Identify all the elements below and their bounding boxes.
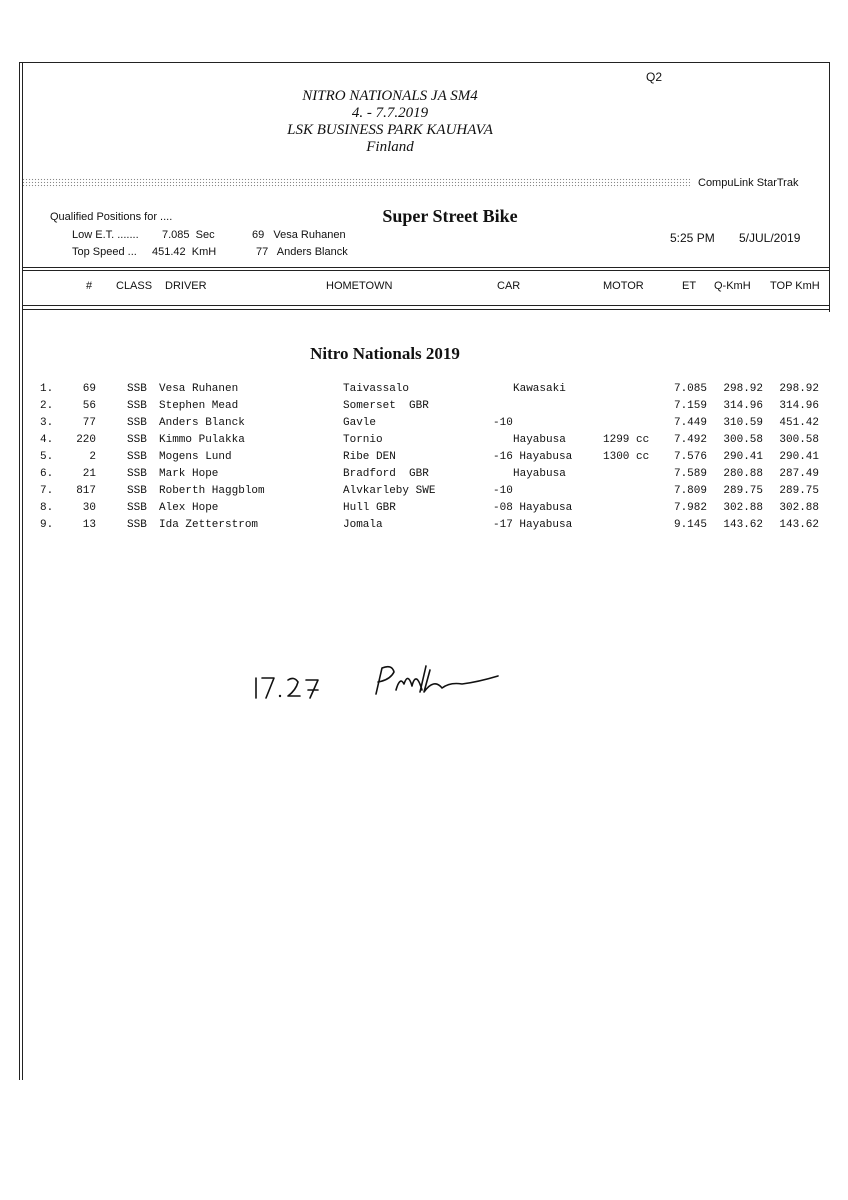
column-rule (22, 305, 830, 306)
car-number: 2 (89, 451, 96, 463)
col-car: CAR (497, 280, 521, 292)
car: -10 (493, 485, 513, 497)
car-number: 220 (76, 434, 96, 446)
col-driver: DRIVER (165, 280, 207, 292)
table-row (0, 434, 848, 451)
et: 7.159 (673, 400, 707, 412)
top-kmh: 300.58 (779, 434, 819, 446)
low-et-holder: 69 Vesa Ruhanen (252, 229, 346, 241)
top-kmh: 289.75 (779, 485, 819, 497)
car-number: 69 (82, 383, 96, 395)
car: -17 Hayabusa (493, 519, 573, 531)
table-row (0, 400, 848, 417)
car-number: 77 (82, 417, 96, 429)
table-row (0, 451, 848, 468)
header-rule-2 (22, 270, 830, 271)
signature-drawing (250, 662, 520, 706)
top-kmh: 287.49 (779, 468, 819, 480)
car: Hayabusa (480, 468, 566, 480)
motor: 1300 cc (603, 451, 650, 463)
class: SSB (127, 417, 147, 429)
position: 6. (40, 468, 54, 480)
class: SSB (127, 434, 147, 446)
driver: Ida Zetterstrom (159, 519, 259, 531)
hometown: Bradford GBR (343, 468, 429, 480)
race-title: Nitro Nationals 2019 (310, 344, 460, 363)
header-rule (22, 267, 830, 268)
car: Kawasaki (480, 383, 566, 395)
position: 1. (40, 383, 54, 395)
col-et: ET (682, 280, 697, 292)
dotted-band (22, 178, 690, 188)
col-topkmh: TOP KmH (770, 280, 820, 292)
position: 9. (40, 519, 54, 531)
car: Hayabusa (480, 434, 566, 446)
class: SSB (127, 400, 147, 412)
position: 5. (40, 451, 54, 463)
vendor-label: CompuLink StarTrak (698, 177, 799, 189)
driver: Mark Hope (159, 468, 219, 480)
position: 4. (40, 434, 54, 446)
class: SSB (127, 468, 147, 480)
position: 3. (40, 417, 54, 429)
hometown: Somerset GBR (343, 400, 429, 412)
table-row (0, 468, 848, 485)
class: SSB (127, 519, 147, 531)
q-kmh: 314.96 (723, 400, 763, 412)
top-speed-value: 451.42 KmH (152, 246, 217, 258)
class-title: Super Street Bike (382, 206, 518, 226)
class: SSB (127, 485, 147, 497)
event-name: NITRO NATIONALS JA SM4 (302, 88, 478, 104)
driver: Anders Blanck (159, 417, 245, 429)
hometown: Jomala (343, 519, 383, 531)
driver: Mogens Lund (159, 451, 232, 463)
q-kmh: 300.58 (723, 434, 763, 446)
et: 7.982 (673, 502, 707, 514)
et: 7.492 (673, 434, 707, 446)
col-class: CLASS (116, 280, 153, 292)
car: -10 (493, 417, 513, 429)
motor: 1299 cc (603, 434, 650, 446)
top-kmh: 298.92 (779, 383, 819, 395)
report-date: 5/JUL/2019 (739, 231, 801, 245)
hometown: Ribe DEN (343, 451, 396, 463)
top-kmh: 302.88 (779, 502, 819, 514)
table-row (0, 383, 848, 400)
top-rule (19, 62, 830, 63)
event-dates: 4. - 7.7.2019 (351, 105, 429, 121)
top-kmh: 290.41 (779, 451, 819, 463)
hometown: Tornio (343, 434, 383, 446)
car-number: 30 (82, 502, 96, 514)
hometown: Taivassalo (343, 383, 410, 395)
position: 8. (40, 502, 54, 514)
et: 9.145 (673, 519, 707, 531)
table-row (0, 502, 848, 519)
event-venue: LSK BUSINESS PARK KAUHAVA (287, 122, 493, 138)
col-num: # (86, 280, 93, 292)
driver: Vesa Ruhanen (159, 383, 239, 395)
top-speed-label: Top Speed ... (72, 246, 137, 258)
class: SSB (127, 451, 147, 463)
car-number: 13 (82, 519, 96, 531)
et: 7.809 (673, 485, 707, 497)
et: 7.085 (673, 383, 707, 395)
hometown: Gavle (343, 417, 377, 429)
col-qkmh: Q-KmH (714, 280, 751, 292)
class: SSB (127, 502, 147, 514)
right-border (829, 62, 830, 312)
q-kmh: 302.88 (723, 502, 763, 514)
top-kmh: 314.96 (779, 400, 819, 412)
q-kmh: 290.41 (723, 451, 763, 463)
q-kmh: 280.88 (723, 468, 763, 480)
q-kmh: 143.62 (723, 519, 763, 531)
car: -08 Hayabusa (493, 502, 573, 514)
left-border (19, 62, 20, 1080)
et: 7.449 (673, 417, 707, 429)
car-number: 56 (82, 400, 96, 412)
top-speed-holder: 77 Anders Blanck (256, 246, 348, 258)
driver: Kimmo Pulakka (159, 434, 245, 446)
table-row (0, 417, 848, 434)
driver: Stephen Mead (159, 400, 239, 412)
car-number: 21 (82, 468, 96, 480)
et: 7.589 (673, 468, 707, 480)
driver: Alex Hope (159, 502, 219, 514)
hometown: Alvkarleby SWE (343, 485, 436, 497)
column-rule-2 (22, 309, 830, 310)
sheet-id: Q2 (646, 70, 663, 84)
event-country: Finland (366, 139, 414, 155)
table-row (0, 485, 848, 502)
car-number: 817 (76, 485, 96, 497)
position: 2. (40, 400, 54, 412)
table-row (0, 519, 848, 536)
low-et-value: 7.085 Sec (162, 229, 215, 241)
top-kmh: 451.42 (779, 417, 819, 429)
q-kmh: 289.75 (723, 485, 763, 497)
class: SSB (127, 383, 147, 395)
hometown: Hull GBR (343, 502, 396, 514)
q-kmh: 298.92 (723, 383, 763, 395)
qualified-label: Qualified Positions for .... (50, 211, 173, 223)
low-et-label: Low E.T. ....... (72, 229, 139, 241)
col-motor: MOTOR (603, 280, 644, 292)
driver: Roberth Haggblom (159, 485, 265, 497)
et: 7.576 (673, 451, 707, 463)
report-time: 5:25 PM (670, 231, 715, 245)
position: 7. (40, 485, 54, 497)
car: -16 Hayabusa (493, 451, 573, 463)
left-border-inner (22, 62, 23, 1080)
handwritten-signature (250, 662, 520, 706)
event-header (250, 88, 530, 156)
q-kmh: 310.59 (723, 417, 763, 429)
col-hometown: HOMETOWN (326, 280, 393, 292)
top-kmh: 143.62 (779, 519, 819, 531)
